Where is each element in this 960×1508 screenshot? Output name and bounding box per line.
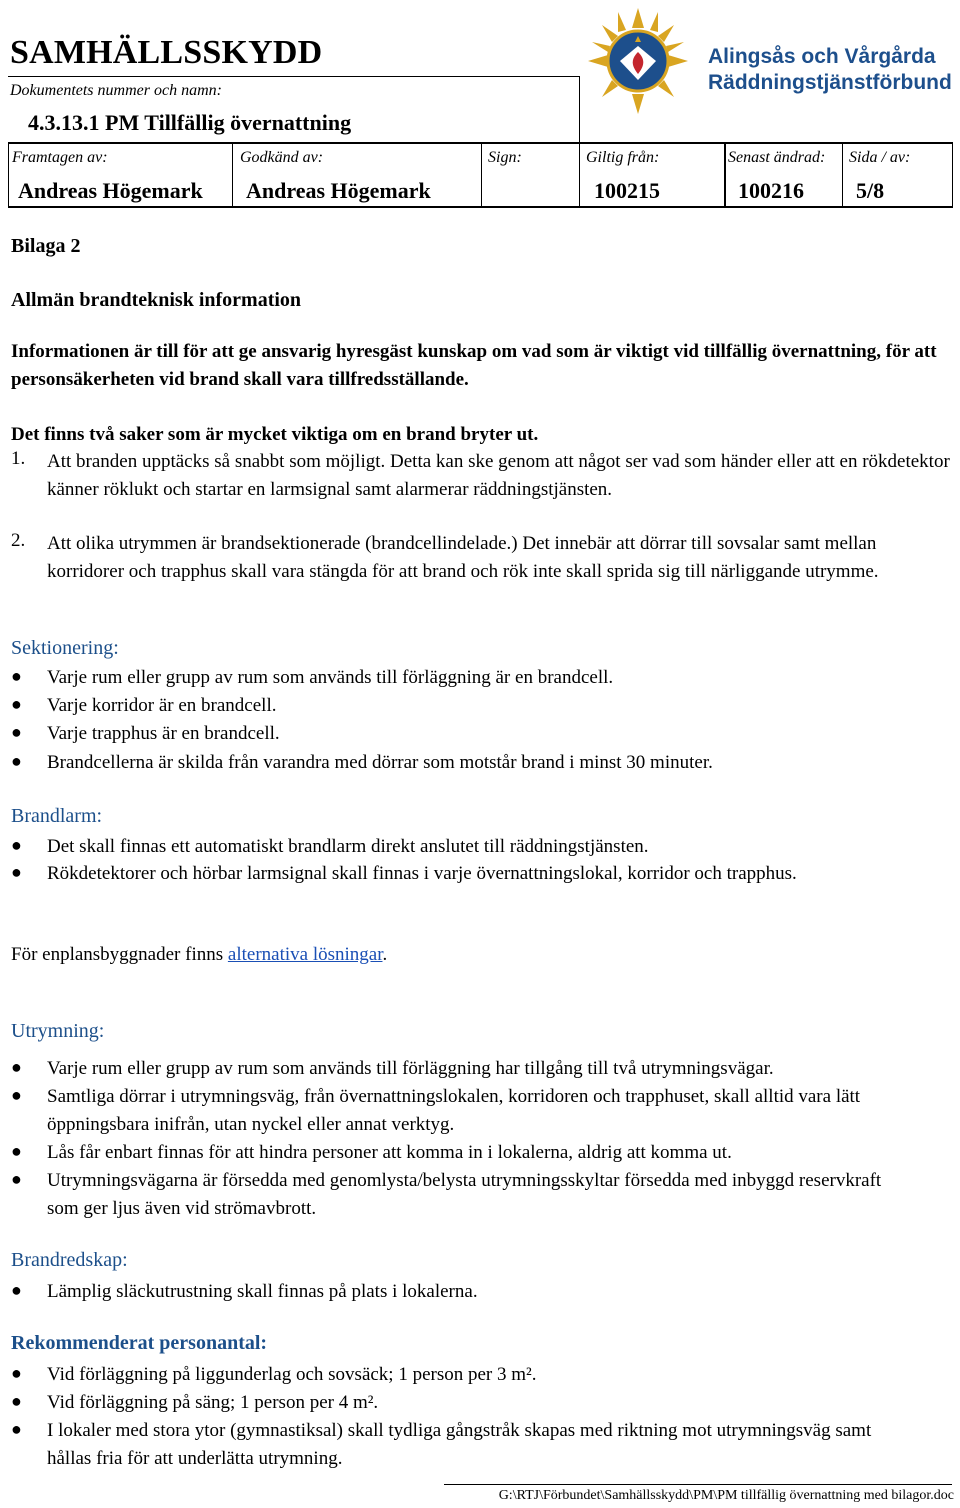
heading-utrymning: Utrymning: bbox=[11, 1020, 105, 1042]
list-item: Varje rum eller grupp av rum som används till förläggning är en brandcell. bbox=[47, 667, 614, 688]
emblem-logo-icon bbox=[586, 6, 690, 116]
org-line-2: Räddningstjänstförbund bbox=[708, 71, 952, 94]
divider bbox=[579, 142, 580, 208]
divider bbox=[842, 142, 843, 208]
field-value-author: Andreas Högemark bbox=[18, 178, 203, 203]
list-item: Lämplig släckutrustning skall finnas på plats i lokalerna. bbox=[47, 1281, 478, 1302]
list-item: Brandcellerna är skilda från varandra med dörrar som motstår brand i minst 30 minuter. bbox=[47, 752, 713, 773]
list-number: 2. bbox=[11, 530, 26, 551]
heading-brandredskap: Brandredskap: bbox=[11, 1249, 128, 1271]
bullet: ● bbox=[11, 862, 22, 882]
bullet: ● bbox=[11, 1057, 22, 1077]
alternativa-losningar-link[interactable]: alternativa lösningar bbox=[227, 944, 383, 965]
section-subtitle: Allmän brandteknisk information bbox=[11, 289, 302, 311]
numbered-item-text: Detta kan ske genom att något ser vad som händer eller att en rökdetektor känner röklukt och startar en larmsignal samt alarmerar räddningstjänsten. bbox=[47, 451, 950, 500]
heading-brandlarm: Brandlarm: bbox=[11, 805, 103, 827]
divider bbox=[481, 142, 482, 208]
field-label-page: Sida / av: bbox=[849, 149, 911, 166]
field-value-last-changed: 100216 bbox=[738, 178, 804, 203]
numbered-item-lead: Att branden upptäcks så snabbt som möjligt. bbox=[47, 451, 386, 472]
divider bbox=[232, 142, 233, 208]
bullet: ● bbox=[11, 1363, 22, 1383]
bullet: ● bbox=[11, 1419, 22, 1439]
bullet: ● bbox=[11, 1280, 22, 1300]
divider bbox=[8, 142, 9, 208]
field-label-approved: Godkänd av: bbox=[240, 149, 324, 166]
enplan-paragraph bbox=[11, 941, 387, 969]
bullet: ● bbox=[11, 751, 22, 771]
bullet: ● bbox=[11, 1391, 22, 1411]
intro-paragraph: Informationen är till för att ge ansvarig hyresgäst kunskap om vad som är viktigt vid tillfällig övernattning, för att personsäkerheten vid brand skall vara tillfredsställande. bbox=[11, 341, 937, 390]
bullet: ● bbox=[11, 666, 22, 686]
field-label-author: Framtagen av: bbox=[12, 149, 108, 166]
list-item: Vid förläggning på liggunderlag och sovsäck; 1 person per 3 m². bbox=[47, 1364, 537, 1385]
org-line-1: Alingsås och Vårgårda bbox=[708, 45, 936, 68]
bullet: ● bbox=[11, 1169, 22, 1189]
doc-name: 4.3.13.1 PM Tillfällig övernattning bbox=[28, 110, 352, 135]
list-item: Det skall finnas ett automatiskt brandlarm direkt anslutet till räddningstjänsten. bbox=[47, 836, 649, 857]
list-item: I lokaler med stora ytor (gymnastiksal) skall tydliga gångstråk skapas med riktning mot utrymningsväg samt hållas fria för att underlätta utrymning. bbox=[47, 1420, 872, 1469]
appendix-label: Bilaga 2 bbox=[11, 235, 81, 257]
field-label-last-changed: Senast ändrad: bbox=[728, 149, 826, 166]
bullet: ● bbox=[11, 1141, 22, 1161]
enplan-prefix: För enplansbyggnader finns bbox=[11, 944, 228, 965]
heading-sektionering: Sektionering: bbox=[11, 637, 119, 659]
numbered-item-text: Det innebär att dörrar till sovsalar samt mellan korridorer och trapphus skall vara stängda för att brand och rök inte skall sprida sig till närliggande utrymme. bbox=[47, 533, 879, 582]
numbered-item bbox=[47, 448, 952, 504]
field-value-page: 5/8 bbox=[856, 178, 885, 203]
enplan-suffix: . bbox=[382, 944, 388, 965]
list-item: Varje trapphus är en brandcell. bbox=[47, 723, 280, 744]
field-label-valid-from: Giltig från: bbox=[586, 149, 660, 166]
list-item: Rökdetektorer och hörbar larmsignal skall finnas i varje övernattningslokal, korridor och trapphus. bbox=[47, 863, 797, 884]
bullet: ● bbox=[11, 1085, 22, 1105]
divider bbox=[8, 76, 580, 77]
heading-personantal: Rekommenderat personantal: bbox=[11, 1332, 268, 1354]
list-item: Utrymningsvägarna är försedda med genomlysta/belysta utrymningsskyltar försedda med inbyggd reservkraft som ger ljus även vid strömavbrott. bbox=[47, 1170, 882, 1219]
list-item: Samtliga dörrar i utrymningsväg, från övernattningslokalen, korridoren och trapphuset, skall alltid vara lätt öppningsbara inifrån, utan nyckel eller annat verktyg. bbox=[47, 1086, 861, 1135]
bullet: ● bbox=[11, 722, 22, 742]
field-label-sign: Sign: bbox=[488, 149, 522, 166]
divider bbox=[724, 142, 726, 208]
footer-divider bbox=[444, 1484, 952, 1485]
numbered-item bbox=[47, 530, 952, 586]
list-number: 1. bbox=[11, 448, 26, 469]
document-title: SAMHÄLLSSKYDD bbox=[10, 34, 323, 71]
two-things-paragraph: Det finns två saker som är mycket viktiga om en brand bryter ut. bbox=[11, 424, 539, 445]
bullet: ● bbox=[11, 835, 22, 855]
numbered-item-lead: Att olika utrymmen är brandsektionerade (brandcellindelade.) bbox=[47, 533, 518, 554]
divider bbox=[952, 142, 953, 208]
list-item: Lås får enbart finnas för att hindra personer att komma in i lokalerna, aldrig att komma ut. bbox=[47, 1142, 732, 1163]
list-item: Varje korridor är en brandcell. bbox=[47, 695, 277, 716]
footer-file-path: G:\RTJ\Förbundet\Samhällsskydd\PM\PM tillfällig övernattning med bilagor.doc bbox=[498, 1488, 954, 1503]
divider bbox=[579, 76, 580, 142]
doc-number-label: Dokumentets nummer och namn: bbox=[10, 82, 222, 99]
org-name bbox=[708, 44, 952, 96]
bullet: ● bbox=[11, 694, 22, 714]
field-value-approved: Andreas Högemark bbox=[246, 178, 431, 203]
field-value-valid-from: 100215 bbox=[594, 178, 660, 203]
list-item: Varje rum eller grupp av rum som används till förläggning har tillgång till två utrymningsvägar. bbox=[47, 1058, 774, 1079]
list-item: Vid förläggning på säng; 1 person per 4 m². bbox=[47, 1392, 379, 1413]
